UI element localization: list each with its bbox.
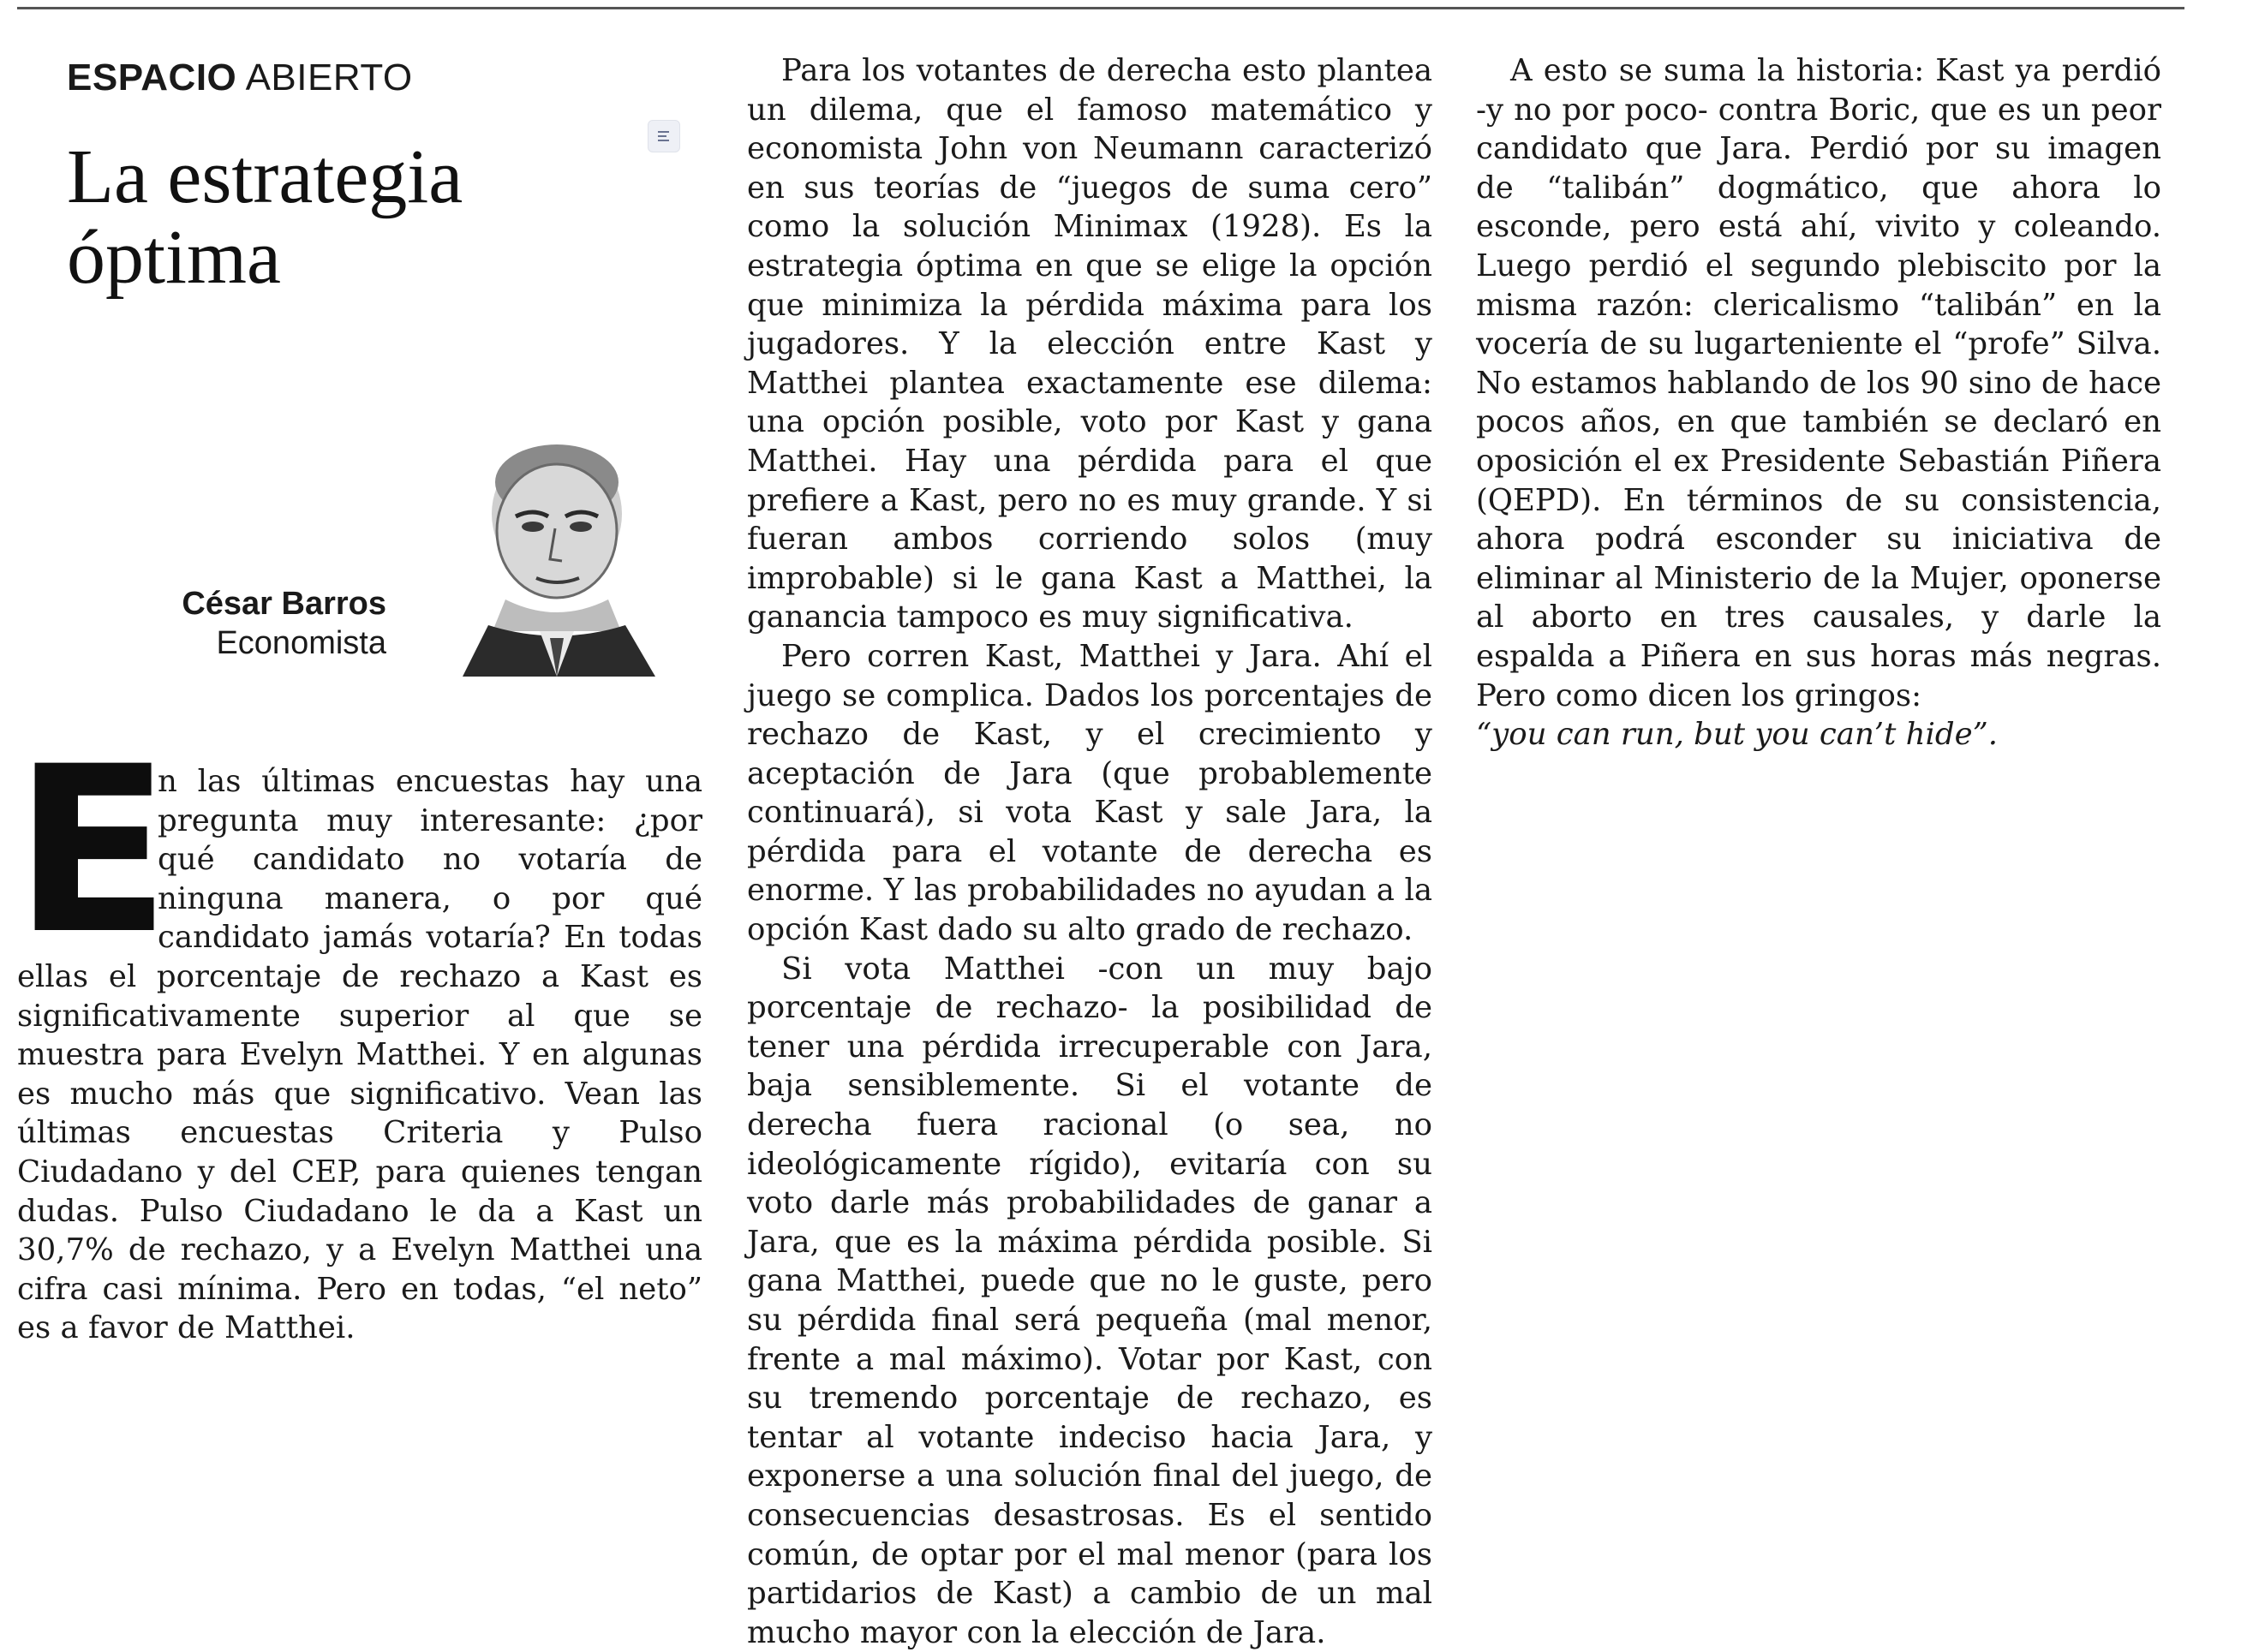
note-icon[interactable] (648, 120, 680, 152)
author-portrait (454, 432, 660, 677)
paragraph-2: Para los votantes de derecha esto plantea un dilema, que el famoso matemático y economista John von Neumann caracterizó en sus teorías de “juegos de suma cero” como la solución Minimax (1928). Es la estrategia óptima en que se elige la opción que minimiza la pérdida máxima para los jugadores. Y la elección entre Kast y Matthei plantea exactamente ese dilema: una opción posible, voto por Kast y gana Matthei. Hay una pérdida para el que prefiere a Kast, pero no es muy grande. Y si fueran ambos corriendo solos (muy improbable) si le gana Kast a Matthei, la ganancia tampoco es muy significativa. (747, 53, 1432, 635)
article-column-2 (747, 51, 1432, 1652)
paragraph-5: A esto se suma la historia: Kast ya perdió -y no por poco- contra Boric, que es un peor candidato que Jara. Perdió por su imagen de “talibán” dogmático, que ahora lo esconde, pero está ahí, vivito y coleando. Luego perdió el segundo plebiscito por la misma razón: clericalismo “talibán” en la vocería de su lugarteniente el “profe” Silva. No estamos hablando de los 90 sino de hace pocos años, en que también se declaró en oposición el ex Presidente Sebastián Piñera (QEPD). En términos de su consistencia, ahora podrá esconder su iniciativa de eliminar al Ministerio de la Mujer, oponerse al aborto en tres causales, y darle la espalda a Piñera en sus horas más negras. Pero como dicen los gringos: “you can run, but you can’t hide”. (1476, 53, 2161, 753)
paragraph-1: n las últimas encuestas hay una pregunta muy interesante: ¿por qué candidato no votaría de ninguna manera, o por qué candidato jamás votaría? En todas ellas el porcentaje de rechazo a Kast es significativamente superior al que se muestra para Evelyn Matthei. Y en algunas es mucho más que significativo. Vean las últimas encuestas Criteria y Pulso Ciudadano y del CEP, para quienes tengan dudas. Pulso Ciudadano le da a Kast un 30,7% de rechazo, y a Evelyn Matthei una cifra casi mínima. Pero en todas, “el neto” es a favor de Matthei. (17, 764, 702, 1346)
headline-line-1: La estrategia (67, 134, 463, 219)
section-label (67, 57, 413, 99)
author-role: Economista (216, 625, 386, 661)
article-column-1 (14, 718, 702, 1348)
paragraph-4: Si vota Matthei -con un muy bajo porcentaje de rechazo- la posibilidad de tener una pérdida irrecuperable con Jara, baja sensiblemente. Si el votante de derecha fuera racional (o sea, no ideológicamente rígido), evitaría con su voto darle más probabilidades de ganar a Jara, que es la máxima pérdida posible. Si gana Matthei, puede que no le guste, pero su pérdida final será pequeña (mal menor, frente a mal máximo). Votar por Kast, con su tremendo porcentaje de rechazo, es tentar al votante indeciso hacia Jara, y exponerse a una solución final del juego, de consecuencias desastrosas. Es el sentido común, de optar por el mal menor (para los partidarios de Kast) a cambio de un mal mucho mayor con la elección de Jara. (747, 951, 1432, 1650)
drop-cap: E (14, 718, 171, 985)
section-label-light: ABIERTO (245, 57, 413, 98)
closing-quote: “you can run, but you can’t hide”. (1476, 717, 1999, 753)
top-rule (17, 7, 2184, 9)
headline-line-2: óptima (67, 215, 281, 300)
section-label-bold: ESPACIO (67, 57, 237, 98)
headline (67, 134, 463, 300)
article-column-3 (1476, 51, 2161, 754)
author-block (182, 585, 386, 664)
author-name: César Barros (182, 586, 386, 622)
paragraph-3: Pero corren Kast, Matthei y Jara. Ahí el juego se complica. Dados los porcentajes de rechazo de Kast, y el crecimiento y aceptación de Jara (que probablemente continuará), si vota Kast y sale Jara, la pérdida para el votante de derecha es enorme. Y las probabilidades no ayudan a la opción Kast dado su alto grado de rechazo. (747, 638, 1432, 948)
